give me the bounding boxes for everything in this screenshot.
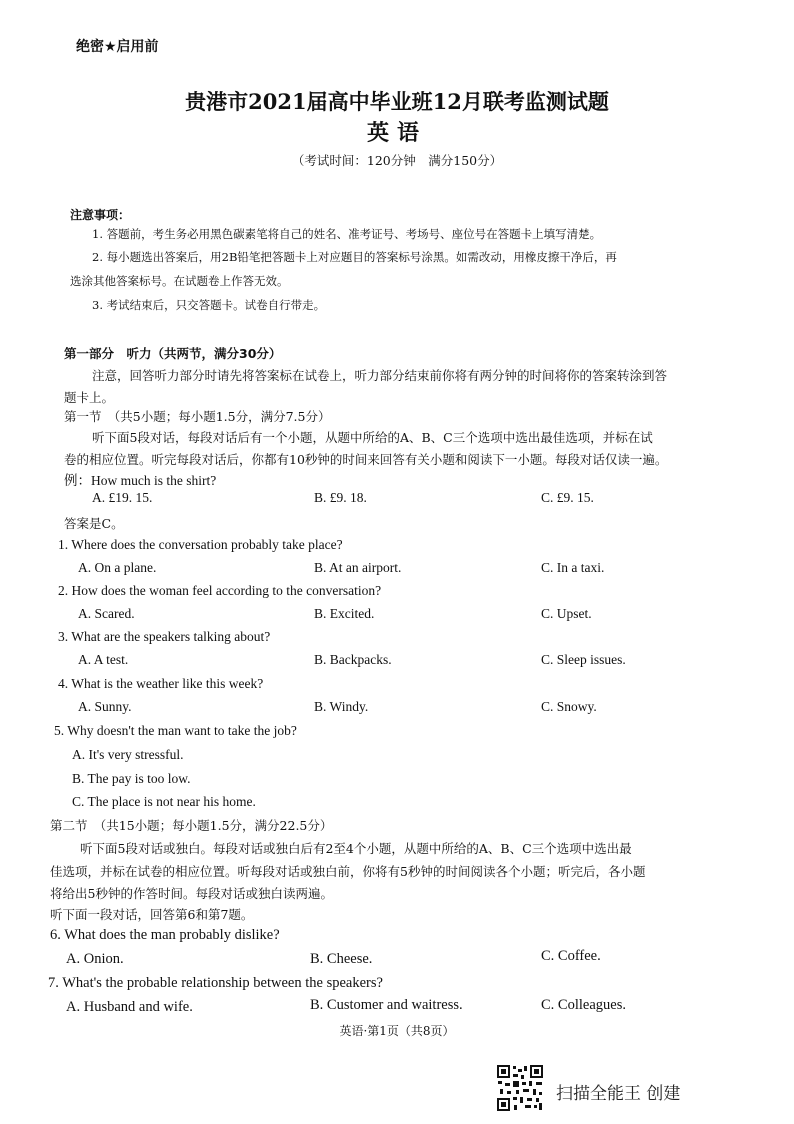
example-option-b: B. £9. 18. <box>314 490 367 505</box>
question-5: 5. Why doesn't the man want to take the job? <box>54 723 297 738</box>
example-question: 例：How much is the shirt? <box>64 473 217 488</box>
example-option-a: A. £19. 15. <box>92 490 153 505</box>
question-2: 2. How does the woman feel according to the conversation? <box>58 583 382 598</box>
section1-text-b: 卷的相应位置。听完每段对话后，你都有10秒钟的时间来回答有关小题和阅读下一小题。每段对话仅读一遍。 <box>64 452 668 467</box>
q7-option-b: B. Customer and waitress. <box>310 997 463 1013</box>
example-answer: 答案是C。 <box>64 516 124 531</box>
section2-heading: 第二节 （共15小题；每小题1.5分，满分22.5分） <box>50 818 333 833</box>
section2-text-a: 听下面5段对话或独白。每段对话或独白后有2至4个小题，从题中所给的A、B、C三个选项中选出最 <box>80 841 632 856</box>
q5-option-b: B. The pay is too low. <box>72 771 191 786</box>
q4-option-b: B. Windy. <box>314 699 369 714</box>
part1-note-a: 注意，回答听力部分时请先将答案标在试卷上，听力部分结束前你将有两分钟的时间将你的答案转涂到答 <box>92 368 668 383</box>
q2-option-c: C. Upset. <box>541 606 592 621</box>
q6-option-c: C. Coffee. <box>541 948 601 964</box>
section2-text-c: 将给出5秒钟的作答时间。每段对话或独白读两遍。 <box>50 886 333 901</box>
notice-line-2b: 选涂其他答案标号。在试题卷上作答无效。 <box>70 274 289 288</box>
q4-option-c: C. Snowy. <box>541 699 597 714</box>
notice-line-1: 1. 答题前，考生务必用黑色碳素笔将自己的姓名、准考证号、考场号、座位号在答题卡上填写清楚。 <box>92 227 602 241</box>
section2-text-b: 佳选项，并标在试卷的相应位置。听每段对话或独白前，你将有5秒钟的时间阅读各个小题；听完后，各小题 <box>50 864 646 879</box>
secret-label: 绝密★启用前 <box>76 39 159 55</box>
exam-title: 贵港市2021届高中毕业班12月联考监测试题 <box>185 89 609 114</box>
q1-option-c: C. In a taxi. <box>541 560 605 575</box>
example-option-c: C. £9. 15. <box>541 490 594 505</box>
q6-option-a: A. Onion. <box>66 951 124 967</box>
q4-option-a: A. Sunny. <box>78 699 132 714</box>
notice-line-3: 3. 考试结束后，只交答题卡。试卷自行带走。 <box>92 298 326 312</box>
q3-option-a: A. A test. <box>78 652 129 667</box>
subject-title: 英语 <box>366 120 427 146</box>
section1-text-a: 听下面5段对话，每段对话后有一个小题，从题中所给的A、B、C三个选项中选出最佳选项，并标在试 <box>92 430 653 445</box>
notice-heading: 注意事项： <box>70 208 131 222</box>
q5-option-a: A. It's very stressful. <box>72 747 184 762</box>
question-3: 3. What are the speakers talking about? <box>58 629 271 644</box>
question-7: 7. What's the probable relationship between the speakers? <box>48 975 383 991</box>
question-1: 1. Where does the conversation probably take place? <box>58 537 343 552</box>
q1-option-a: A. On a plane. <box>78 560 157 575</box>
q3-option-b: B. Backpacks. <box>314 652 392 667</box>
question-6: 6. What does the man probably dislike? <box>50 927 280 943</box>
q7-option-c: C. Colleagues. <box>541 997 626 1013</box>
q2-option-a: A. Scared. <box>78 606 135 621</box>
notice-line-2a: 2. 每小题选出答案后，用2B铅笔把答题卡上对应题目的答案标号涂黑。如需改动，用橡皮擦干净后，再 <box>92 250 617 264</box>
part1-note-b: 题卡上。 <box>64 390 115 405</box>
scanner-watermark: 扫描全能王 创建 <box>556 1084 681 1104</box>
question-4: 4. What is the weather like this week? <box>58 676 264 691</box>
exam-time: （考试时间：120分钟 满分150分） <box>291 153 503 168</box>
section1-heading: 第一节 （共5小题；每小题1.5分，满分7.5分） <box>64 409 331 424</box>
qr-code-icon <box>496 1064 544 1112</box>
q1-option-b: B. At an airport. <box>314 560 402 575</box>
part1-heading: 第一部分 听力（共两节，满分30分） <box>64 346 282 361</box>
q5-option-c: C. The place is not near his home. <box>72 794 256 809</box>
q3-option-c: C. Sleep issues. <box>541 652 626 667</box>
section2-text-d: 听下面一段对话，回答第6和第7题。 <box>50 907 254 922</box>
page-footer: 英语·第1页（共8页） <box>339 1024 455 1038</box>
q6-option-b: B. Cheese. <box>310 951 373 967</box>
q7-option-a: A. Husband and wife. <box>66 999 193 1015</box>
q2-option-b: B. Excited. <box>314 606 375 621</box>
